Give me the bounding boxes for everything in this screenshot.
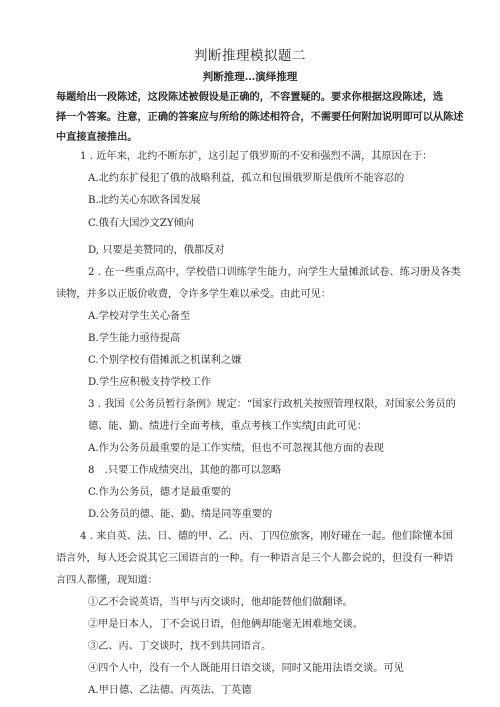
- intro-line: 中直接直接推出。: [56, 131, 138, 143]
- question-1-option-a: A.北约东扩侵犯了俄的战略利益，孤立和包围俄罗斯是俄所不能容忍的: [88, 173, 405, 184]
- question-4-condition: ③乙、丙、丁交谈时，找不到共同语言。: [88, 641, 272, 652]
- question-4-condition: ④四个人中，没有一个人既能用日语交谈，同时又能用法语交谈。可见: [88, 663, 404, 674]
- question-1-option-c: C.俄有大国沙文ZY倾向: [88, 218, 194, 229]
- question-3-option-c: C.作为公务员，德才是最重要的: [88, 487, 232, 498]
- document-subtitle: 判断推理…演绎推理: [202, 71, 298, 83]
- question-3-stem: 3 . 我国《公务员暂行条例》规定：“国家行政机关按照管理权限，对国家公务员的: [88, 399, 456, 410]
- question-4-stem: 言四人都懂，现知道：: [56, 575, 158, 586]
- question-4-stem: 4 . 来自英、法、日、德的甲、乙、丙、丁四位旅客，刚好碰在一起。他们除懂本国: [80, 531, 453, 542]
- question-2-stem: 读物，并多以正版价收费，令许多学生难以承受。由此可见：: [56, 289, 332, 300]
- question-4-stem: 语言外，每人还会说其它三国语言的一种。有一种语言是三个人都会说的，但没有一种语: [56, 553, 454, 564]
- question-2-option-b: B.学生能力亟待提高: [88, 333, 181, 344]
- question-3-option-d: D.公务员的德、能、勤、绩是同等重要的: [88, 509, 273, 520]
- question-1-stem: 1 . 近年来，北约不断东扩，这引起了俄罗斯的不安和强烈不满，其原因在于：: [80, 151, 433, 162]
- question-4-option-a: A.甲日德、乙法德、丙英法、丁英德: [88, 685, 252, 696]
- question-3-option-b: 8 .只要工作成绩突出，其他的都可以忽略: [88, 465, 282, 476]
- question-2-option-d: D.学生应积极支持学校工作: [88, 377, 212, 388]
- question-2-stem: 2 . 在一些重点高中，学校借口训练学生能力，向学生大量摊派试卷、练习册及各类: [88, 267, 461, 278]
- question-1-option-d: D, 只要是美赞同的，俄都反对: [88, 245, 225, 256]
- document-title: 判断推理模拟题二: [194, 48, 306, 64]
- intro-line: 择一个答案。注意，正确的答案应与所给的陈述相符合，不需要任何附加说明即可以从陈述: [56, 111, 464, 123]
- question-4-condition: ①乙不会说英语，当甲与丙交谈时，他却能替他们做翻译。: [88, 597, 353, 608]
- question-3-option-a: A.作为公务员最重要的是工作实绩，但也不可忽视其他方面的表现: [88, 443, 384, 454]
- intro-line: 每题给出一段陈述，这段陈述被假设是正确的，不容置疑的。要求你根据这段陈述，选: [56, 91, 444, 103]
- question-4-condition: ②甲是日本人，丁不会说日语，但他俩却能毫无困难地交谈。: [88, 619, 364, 630]
- question-2-option-a: A.学校对学生关心备至: [88, 311, 191, 322]
- question-3-stem: 德、能、勤、绩进行全面考核，重点考核工作实绩J由此可见：: [88, 421, 368, 432]
- question-1-option-b: B.北约关心东欧各国发展: [88, 195, 201, 206]
- question-2-option-c: C.个别学校有借摊派之机谋利之嫌: [88, 355, 242, 366]
